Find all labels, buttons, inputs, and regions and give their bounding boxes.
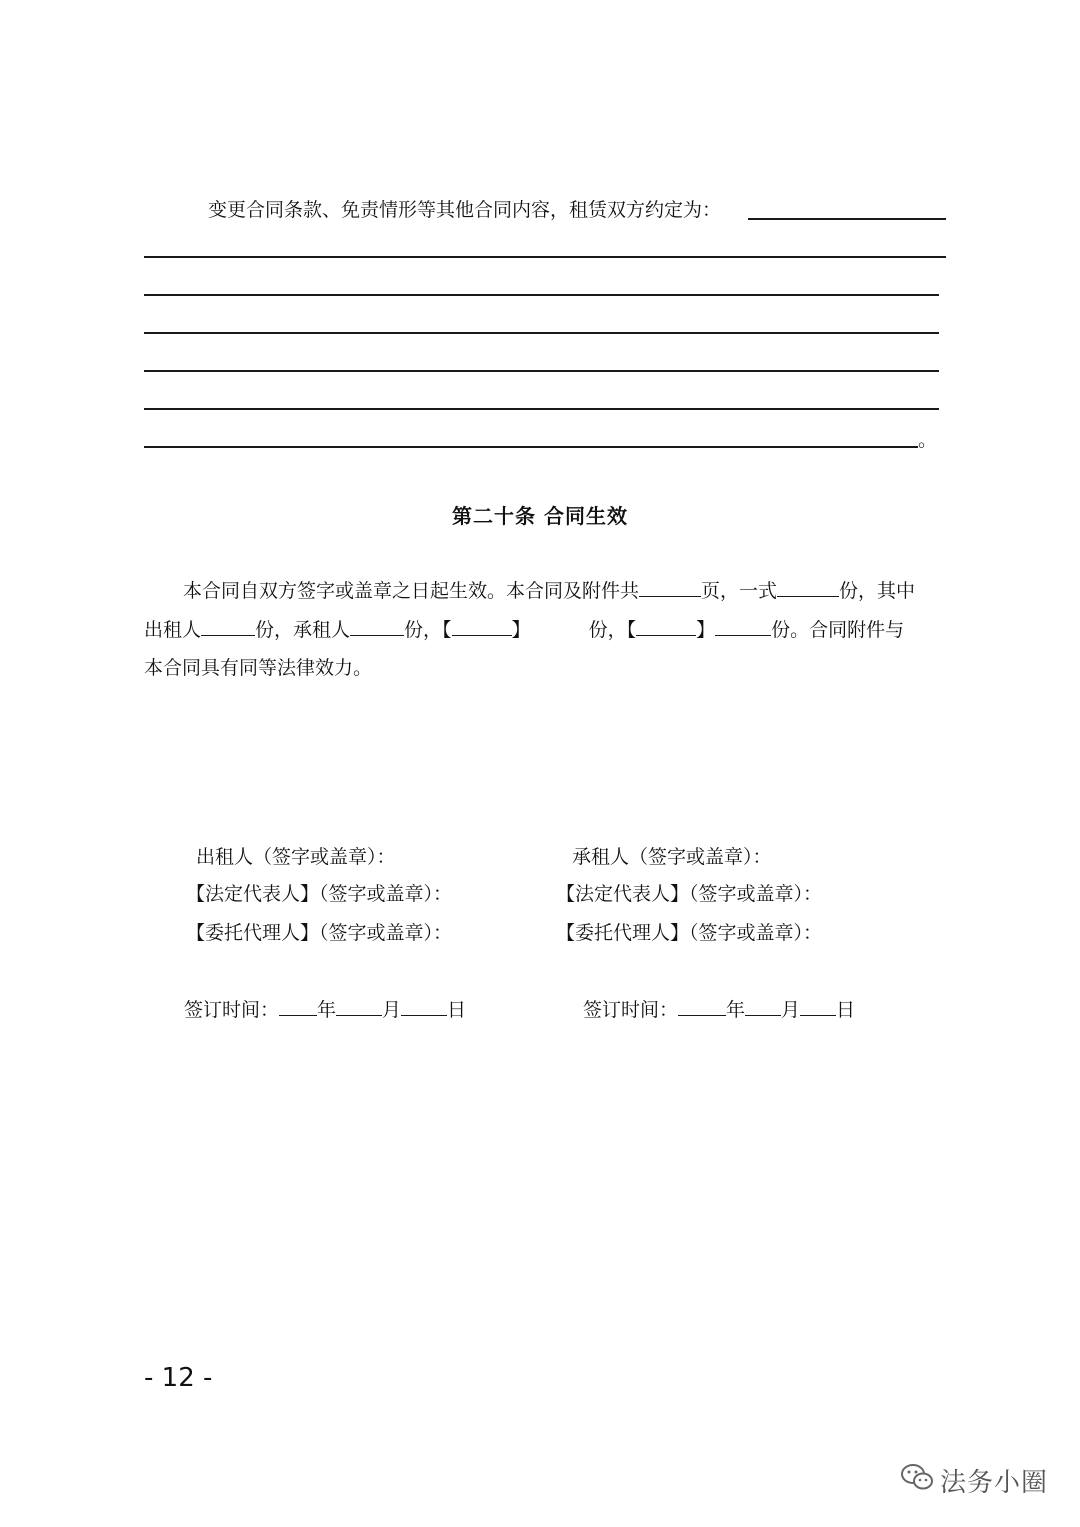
page-number: - 12 - bbox=[144, 1363, 213, 1393]
paragraph-line-3: 本合同具有同等法律效力。 bbox=[144, 657, 373, 679]
paragraph-line-2 bbox=[144, 617, 904, 642]
year-label: 年 bbox=[317, 999, 337, 1021]
lessor-signature-label: 出租人（签字或盖章）： bbox=[196, 846, 396, 868]
year-blank bbox=[279, 997, 317, 1016]
month-label: 月 bbox=[781, 999, 801, 1021]
fill-in-line bbox=[748, 218, 946, 220]
party-blank bbox=[452, 617, 512, 636]
month-blank bbox=[336, 997, 382, 1016]
lessee-signature-label: 承租人（签字或盖章）： bbox=[572, 846, 772, 868]
date-label: 签订时间： bbox=[583, 999, 679, 1021]
para-text: 出租人 bbox=[144, 619, 202, 641]
fill-in-line bbox=[144, 332, 939, 334]
other-copies-blank bbox=[715, 617, 771, 636]
para-text: 份，承租人 bbox=[255, 619, 351, 641]
para-text: 份，【 bbox=[588, 619, 637, 641]
fill-in-line bbox=[144, 294, 939, 296]
watermark-text: 法务小圈 bbox=[940, 1468, 1049, 1498]
para-text: 页，一式 bbox=[701, 580, 778, 602]
day-label: 日 bbox=[447, 999, 467, 1021]
date-label: 签订时间： bbox=[184, 999, 280, 1021]
para-text: 】 bbox=[696, 619, 716, 641]
year-label: 年 bbox=[726, 999, 746, 1021]
copies-blank bbox=[777, 578, 839, 597]
party-blank bbox=[636, 617, 696, 636]
para-text: 份，【 bbox=[404, 619, 452, 641]
pages-blank bbox=[639, 578, 701, 597]
month-blank bbox=[745, 997, 781, 1016]
fill-in-line bbox=[144, 408, 939, 410]
day-blank bbox=[800, 997, 836, 1016]
lessee-legal-rep-label: 【法定代表人】（签字或盖章）： bbox=[556, 883, 823, 905]
end-mark: 。 bbox=[918, 429, 938, 451]
wechat-icon bbox=[900, 1462, 934, 1492]
para-text: 本合同自双方签字或盖章之日起生效。本合同及附件共 bbox=[183, 580, 640, 602]
intro-text: 变更合同条款、免责情形等其他合同内容，租赁双方约定为： bbox=[208, 199, 722, 221]
lessor-legal-rep-label: 【法定代表人】（签字或盖章）： bbox=[186, 883, 453, 905]
section-heading: 第二十条 合同生效 bbox=[452, 504, 628, 528]
para-text: 】 bbox=[511, 619, 531, 641]
lessee-copies-blank bbox=[350, 617, 404, 636]
fill-in-line bbox=[144, 256, 946, 258]
year-blank bbox=[678, 997, 726, 1016]
paragraph-line-1 bbox=[183, 578, 915, 603]
lessee-sign-date bbox=[583, 997, 855, 1022]
para-text: 份。合同附件与 bbox=[771, 619, 905, 641]
lessee-agent-label: 【委托代理人】（签字或盖章）： bbox=[556, 922, 823, 944]
lessor-agent-label: 【委托代理人】（签字或盖章）： bbox=[186, 922, 453, 944]
day-label: 日 bbox=[836, 999, 856, 1021]
lessor-copies-blank bbox=[201, 617, 255, 636]
fill-in-line bbox=[144, 446, 918, 448]
day-blank bbox=[401, 997, 447, 1016]
month-label: 月 bbox=[382, 999, 402, 1021]
lessor-sign-date bbox=[184, 997, 466, 1022]
fill-in-line bbox=[144, 370, 939, 372]
para-text: 份，其中 bbox=[839, 580, 916, 602]
